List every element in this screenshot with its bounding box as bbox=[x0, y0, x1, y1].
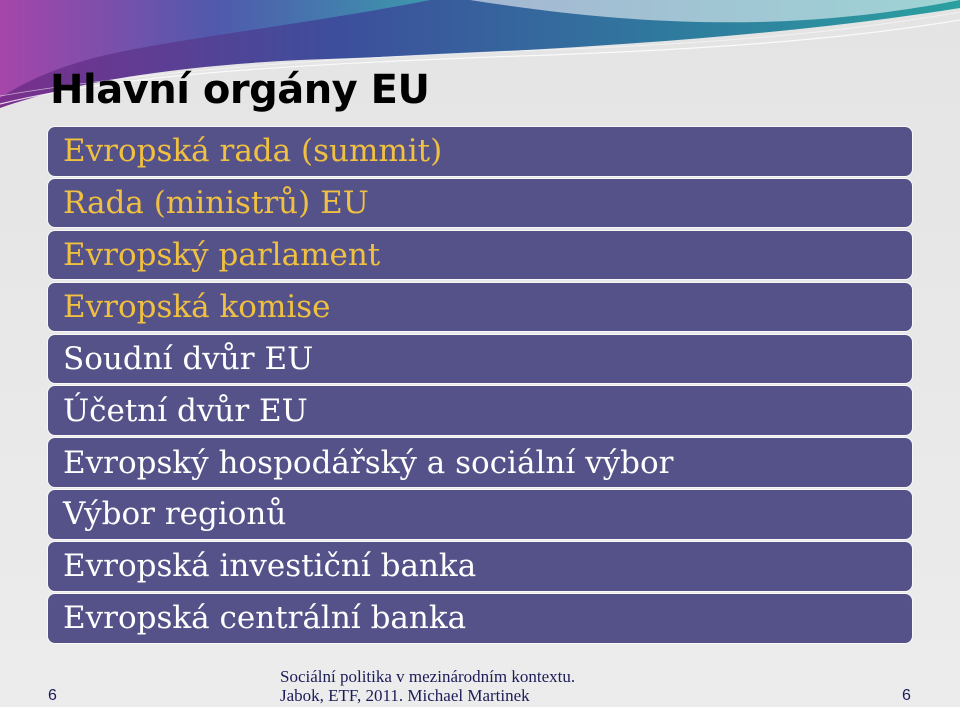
list-item: Výbor regionů bbox=[48, 490, 912, 539]
list-item: Evropský parlament bbox=[48, 231, 912, 280]
list-item: Evropský hospodářský a sociální výbor bbox=[48, 438, 912, 487]
list-item: Rada (ministrů) EU bbox=[48, 179, 912, 228]
footer-text bbox=[280, 667, 575, 705]
footer-line-1: Sociální politika v mezinárodním kontextu. bbox=[280, 667, 576, 686]
list-item: Účetní dvůr EU bbox=[48, 386, 912, 435]
organ-list bbox=[48, 127, 912, 646]
list-item: Soudní dvůr EU bbox=[48, 335, 912, 384]
slide-number-left: 6 bbox=[48, 687, 57, 704]
list-item: Evropská komise bbox=[48, 283, 912, 332]
list-item: Evropská rada (summit) bbox=[48, 127, 912, 176]
list-item: Evropská centrální banka bbox=[48, 594, 912, 643]
footer-line-2: Jabok, ETF, 2011. Michael Martinek bbox=[280, 686, 530, 705]
slide-number-right: 6 bbox=[902, 687, 911, 704]
slide-title: Hlavní orgány EU bbox=[50, 67, 430, 113]
slide-footer bbox=[0, 665, 960, 707]
list-item: Evropská investiční banka bbox=[48, 542, 912, 591]
